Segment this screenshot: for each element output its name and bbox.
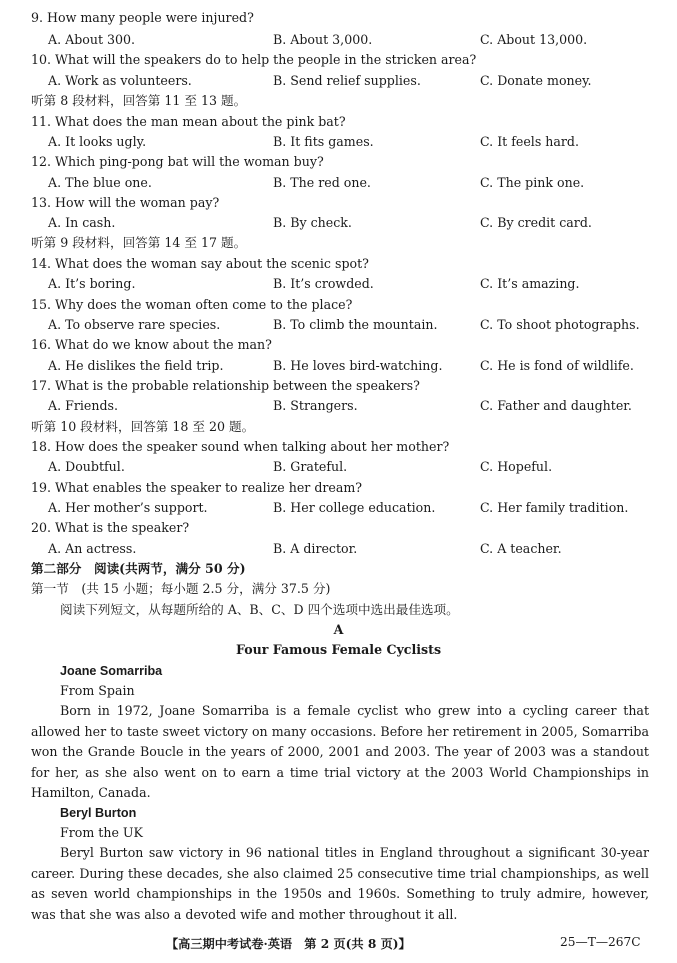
question-13: 13. How will the woman pay? [31, 195, 220, 210]
question-18: 18. How does the speaker sound when talking about her mother? [31, 439, 450, 454]
cyclist1-paragraph: Born in 1972, Joane Somarriba is a female cyclist who grew into a cycling career that allowed her to taste sweet victory on many occasions. Before her retirement in 2005, Somarriba won the Grande Boucle in the years of 2000, 2001 and 2003. The year of 2003 was a standout for her, as she also went on to earn a time trial victory at the 2003 World Championships in Hamilton, Canada. [31, 703, 649, 800]
footer-code: 25—T—267C [560, 935, 641, 949]
option-11b: B. It fits games. [273, 134, 374, 149]
option-17b: B. Strangers. [273, 398, 358, 413]
option-10c: C. Donate money. [480, 73, 592, 88]
option-10b: B. Send relief supplies. [273, 73, 421, 88]
option-9a: A. About 300. [48, 32, 136, 47]
option-20b: B. A director. [273, 541, 358, 556]
part2-title: 第二部分 阅读(共两节，满分 50 分) [31, 561, 246, 576]
question-10: 10. What will the speakers do to help the people in the stricken area? [31, 52, 477, 67]
cyclist2-from: From the UK [60, 825, 143, 840]
passage-letter: A [333, 622, 344, 637]
option-12a: A. The blue one. [48, 175, 152, 190]
option-16c: C. He is fond of wildlife. [480, 358, 634, 373]
option-14a: A. It’s boring. [48, 276, 136, 291]
question-9: 9. How many people were injured? [31, 10, 254, 25]
option-15a: A. To observe rare species. [48, 317, 221, 332]
instruction-segment-8: 听第 8 段材料，回答第 11 至 13 题。 [31, 93, 247, 108]
question-12: 12. Which ping-pong bat will the woman buy? [31, 154, 324, 169]
option-15c: C. To shoot photographs. [480, 317, 640, 332]
option-13c: C. By credit card. [480, 215, 592, 230]
option-18c: C. Hopeful. [480, 459, 553, 474]
cyclist2-paragraph: Beryl Burton saw victory in 96 national titles in England throughout a significant 30-year career. During these decades, she also claimed 25 consecutive time trial championships, as well as seven world championships in the 1950s and 1960s. Something to truly admire, however, was that she was also a devoted wife and mother throughout it all. [31, 845, 649, 922]
option-19a: A. Her mother’s support. [48, 500, 208, 515]
instruction-segment-9: 听第 9 段材料，回答第 14 至 17 题。 [31, 235, 247, 250]
option-16a: A. He dislikes the field trip. [48, 358, 224, 373]
question-20: 20. What is the speaker? [31, 520, 190, 535]
question-14: 14. What does the woman say about the scenic spot? [31, 256, 369, 271]
question-17: 17. What is the probable relationship between the speakers? [31, 378, 420, 393]
option-13b: B. By check. [273, 215, 352, 230]
question-15: 15. Why does the woman often come to the place? [31, 297, 353, 312]
option-18a: A. Doubtful. [48, 459, 125, 474]
question-16: 16. What do we know about the man? [31, 337, 272, 352]
option-11c: C. It feels hard. [480, 134, 579, 149]
option-12b: B. The red one. [273, 175, 371, 190]
option-10a: A. Work as volunteers. [48, 73, 192, 88]
cyclist1-name: Joane Somarriba [60, 664, 163, 678]
section1-title: 第一节 (共 15 小题；每小题 2.5 分，满分 37.5 分) [31, 581, 331, 596]
passage-title: Four Famous Female Cyclists [235, 642, 442, 657]
option-16b: B. He loves bird-watching. [273, 358, 443, 373]
footer-page-info: 【高三期中考试卷·英语 第 2 页(共 8 页)】 [166, 937, 411, 951]
option-14b: B. It’s crowded. [273, 276, 374, 291]
option-17a: A. Friends. [48, 398, 118, 413]
instruction-segment-10: 听第 10 段材料，回答第 18 至 20 题。 [31, 419, 255, 434]
option-11a: A. It looks ugly. [48, 134, 147, 149]
option-12c: C. The pink one. [480, 175, 585, 190]
cyclist1-from: From Spain [60, 683, 135, 698]
option-14c: C. It’s amazing. [480, 276, 580, 291]
option-9b: B. About 3,000. [273, 32, 373, 47]
option-9c: C. About 13,000. [480, 32, 588, 47]
option-20c: C. A teacher. [480, 541, 562, 556]
question-11: 11. What does the man mean about the pink bat? [31, 114, 346, 129]
question-19: 19. What enables the speaker to realize her dream? [31, 480, 363, 495]
option-20a: A. An actress. [48, 541, 137, 556]
option-18b: B. Grateful. [273, 459, 348, 474]
option-15b: B. To climb the mountain. [273, 317, 438, 332]
option-13a: A. In cash. [48, 215, 116, 230]
cyclist2-name: Beryl Burton [60, 806, 137, 820]
option-19c: C. Her family tradition. [480, 500, 629, 515]
reading-direction: 阅读下列短文，从每题所给的 A、B、C、D 四个选项中选出最佳选项。 [60, 602, 459, 617]
option-17c: C. Father and daughter. [480, 398, 632, 413]
option-19b: B. Her college education. [273, 500, 436, 515]
